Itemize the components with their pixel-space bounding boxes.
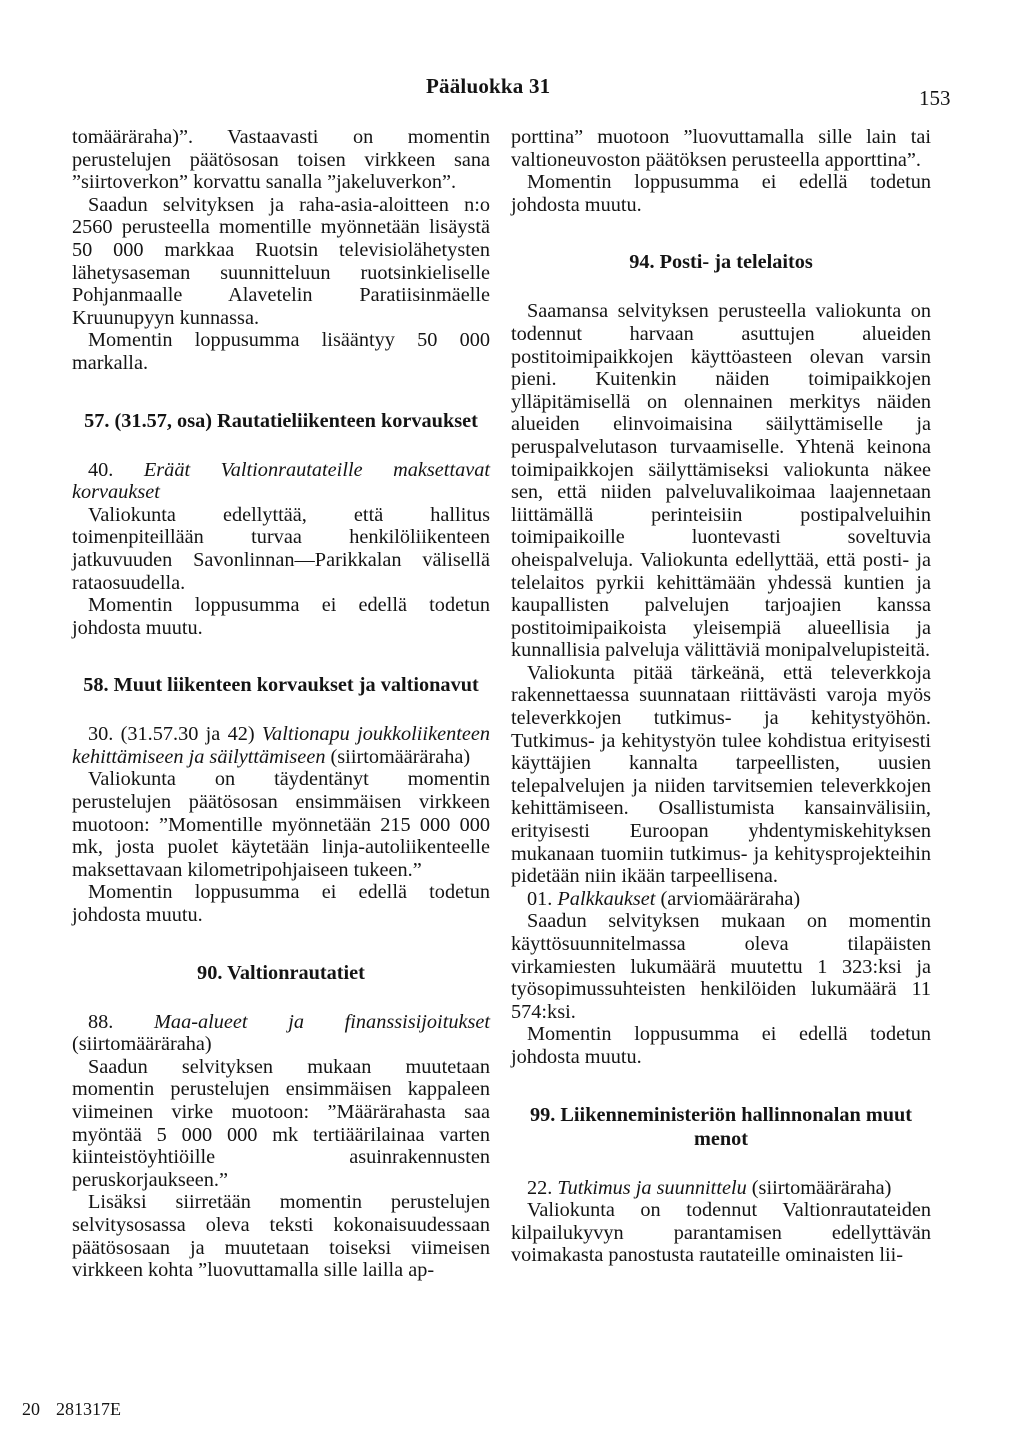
paragraph: Momentin loppusumma ei edellä todetun johdosta muutu. [511, 171, 931, 216]
item-heading-40 [72, 459, 490, 504]
section-heading-94: 94. Posti- ja telelaitos [629, 251, 813, 274]
paragraph: Valiokunta on todennut Valtionrautateiden kilpailukyvyn parantamisen edellyttävän voimakasta panostusta rautateille ominaisten lii- [511, 1199, 931, 1267]
left-column [72, 126, 490, 1282]
paragraph: Valiokunta edellyttää, että hallitus toimenpiteillään turvaa henkilöliikenteen jatkuvuuden Savonlinnan—Parikkalan välisellä rataosuudella. [72, 503, 490, 594]
page-footer [22, 1399, 121, 1420]
item-suffix: (siirtomääräraha) [72, 1033, 212, 1056]
item-heading-22 [511, 1177, 931, 1200]
section-heading-99: 99. Liikenneministeriön hallinnonalan muut menot [529, 1103, 913, 1150]
item-heading-30 [72, 723, 490, 768]
paragraph: Momentin loppusumma ei edellä todetun johdosta muutu. [511, 1023, 931, 1068]
paragraph: Saadun selvityksen mukaan muutetaan momentin perustelujen ensimmäisen kappaleen viimeinen virke muotoon: ”Määrärahasta saa myöntää 5 000 000 mk tertiäärilainaa varten kiinteistöyhtiöille asuinrakennusten peruskorjaukseen.” [72, 1055, 490, 1191]
item-title: Palkkaukset [557, 887, 656, 910]
paragraph: Saadun selvityksen ja raha-asia-aloitteen n:o 2560 perusteella momentille myönnetään lisäystä 50 000 markkaa Ruotsin televisiolähetysten lähetysaseman suunnitteluun ruotsinkieliselle Pohjanmaalle Alavetelin Paratiisinmäelle Kruunupyyn kunnassa. [72, 193, 490, 329]
page-header [0, 74, 1024, 110]
right-column [511, 126, 931, 1267]
paragraph: Lisäksi siirretään momentin perustelujen selvitysosassa oleva teksti kokonaisuudessaan päätösosaan ja muutetaan toiseksi viimeisen virkkeen kohta ”luovuttamalla sille lailla ap- [72, 1191, 490, 1282]
item-heading-88 [72, 1011, 490, 1056]
paragraph: Saadun selvityksen mukaan on momentin käyttösuunnitelmassa oleva tilapäisten virkamiesten lukumäärä muutettu 1 323:ksi ja työsopimussuhteisten henkilöiden lukumäärä 11 574:ksi. [511, 910, 931, 1023]
paragraph: Momentin loppusumma ei edellä todetun johdosta muutu. [72, 881, 490, 927]
page-title: Pääluokka 31 [426, 74, 551, 98]
item-title: Eräät Valtionrautateille maksettavat korvaukset [72, 458, 490, 504]
paragraph: Momentin loppusumma ei edellä todetun johdosta muutu. [72, 594, 490, 639]
item-title: Maa-alueet ja finanssisijoitukset [154, 1010, 490, 1033]
paragraph: Momentin loppusumma lisääntyy 50 000 markalla. [72, 329, 490, 374]
print-code: 281317E [56, 1399, 121, 1419]
page-number: 153 [919, 86, 951, 110]
item-number: 01. [527, 887, 558, 910]
paragraph: tomääräraha)”. Vastaavasti on momentin perustelujen päätösosan toisen virkkeen sana ”siirtoverkon” korvattu sanalla ”jakeluverkon”. [72, 126, 490, 194]
item-number: 40. [88, 458, 144, 481]
paragraph: Valiokunta on täydentänyt momentin perustelujen päätösosan ensimmäisen virkkeen muotoon: ”Momentille myönnetään 215 000 000 mk, josta puolet käytetään linja-autoliikenteelle maksettavaan kilometripohjaiseen tukeen.” [72, 768, 490, 881]
item-title: Valtionapu joukkoliikenteen kehittämiseen ja säilyttämiseen [72, 723, 490, 768]
paragraph: porttina” muotoon ”luovuttamalla sille lain tai valtioneuvoston päätöksen perusteella apporttina”. [511, 126, 931, 171]
section-heading-90: 90. Valtionrautatiet [197, 961, 365, 984]
item-suffix: (arviomääräraha) [655, 887, 801, 910]
item-number: 22. [527, 1176, 558, 1199]
item-heading-01 [511, 888, 931, 911]
item-suffix: (siirtomääräraha) [746, 1176, 892, 1199]
item-number: 30. (31.57.30 ja 42) [88, 723, 262, 746]
item-number: 88. [88, 1010, 155, 1033]
section-heading-57: 57. (31.57, osa) Rautatieliikenteen korvaukset [84, 409, 478, 432]
paragraph: Saamansa selvityksen perusteella valiokunta on todennut harvaan asuttujen alueiden postitoimipaikkojen käyttöasteen olevan varsin pieni. Kuitenkin näiden toimipaikkojen ylläpitämisellä on olennainen merkitys näiden alueiden elinvoimaisina säilyttämiselle ja peruspalvelutason turvaamiselle. Yhtenä keinona toimipaikkojen säilyttämiseksi valiokunta näkee sen, että niiden palveluvalikoimaa laajennetaan liittämällä perinteisiin postipalveluihin toimipaikoille luontevasti soveltuvia oheispalveluja. Valiokunta edellyttää, että posti- ja telelaitos pyrkii kehittämään yhdessä kuntien ja kaupallisten palvelujen tarjoajien kanssa postitoimipaikoista yleisempiä alueellisia ja kunnallisia palveluja välittäviä monipalvelupisteitä. [511, 300, 931, 662]
sheet-number: 20 [22, 1399, 40, 1419]
item-title: Tutkimus ja suunnittelu [557, 1176, 747, 1199]
item-suffix: (siirtomääräraha) [325, 745, 471, 768]
paragraph: Valiokunta pitää tärkeänä, että televerkkoja rakennettaessa suunnataan riittävästi varoja myös televerkkojen tutkimus- ja kehitystyöhön. Tutkimus- ja kehitystyön tulee kohdistua erityisesti käyttäjien kannalta tarpeellisten, uusien telepalvelujen ja niiden tarvitsemien televerkkojen kehittämiseen. Osallistumista kansainvälisiin, erityisesti Euroopan yhdentymiskehityksen mukanaan tuomiin tutkimus- ja kehitysprojekteihin pidetään niin ikään tarpeellisena. [511, 661, 931, 888]
section-heading-58: 58. Muut liikenteen korvaukset ja valtionavut [83, 674, 479, 697]
